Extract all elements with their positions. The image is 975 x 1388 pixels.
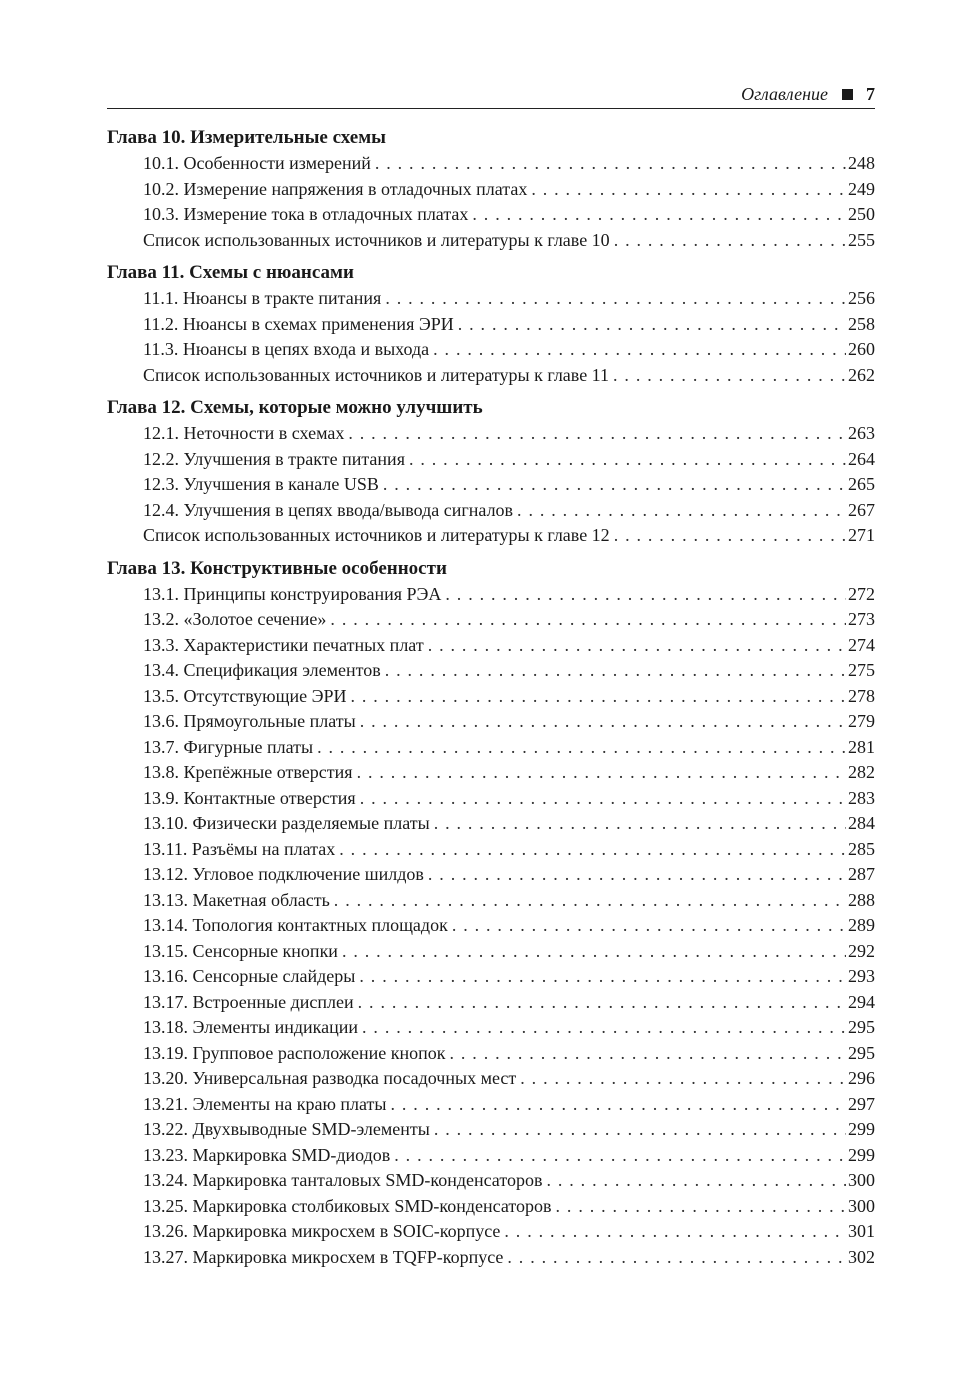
dot-leader	[391, 1092, 847, 1118]
dot-leader	[383, 472, 846, 498]
toc-entry[interactable]	[107, 1245, 875, 1271]
dot-leader	[433, 337, 846, 363]
dot-leader	[450, 1041, 847, 1067]
dot-leader	[614, 228, 846, 254]
dot-leader	[357, 760, 846, 786]
toc-entry-label: Список использованных источников и литературы к главе 12	[143, 525, 610, 545]
dot-leader	[504, 1219, 846, 1245]
square-separator-icon	[842, 89, 853, 100]
toc-entry[interactable]	[107, 1143, 875, 1169]
toc-entry-page: 281	[848, 736, 875, 757]
table-of-contents	[107, 124, 875, 1276]
dot-leader	[409, 447, 846, 473]
dot-leader	[375, 151, 846, 177]
toc-entry-label: 13.2. «Золотое сечение»	[143, 609, 327, 629]
toc-entry-page: 292	[848, 940, 875, 961]
dot-leader	[507, 1245, 846, 1271]
toc-entry-page: 258	[848, 313, 875, 334]
toc-entry-label: 13.5. Отсутствующие ЭРИ	[143, 685, 347, 706]
toc-entry-page: 295	[848, 1017, 875, 1037]
toc-entry[interactable]	[107, 202, 875, 228]
toc-entry-page: 285	[848, 838, 875, 859]
toc-entry-page: 287	[848, 864, 875, 884]
toc-entry-page: 278	[848, 685, 875, 706]
page-number: 7	[866, 83, 875, 104]
toc-entry[interactable]	[107, 582, 875, 608]
toc-entry-page: 249	[848, 178, 875, 199]
toc-entry[interactable]	[107, 421, 875, 447]
toc-entry[interactable]	[107, 523, 875, 549]
toc-entry-page: 297	[848, 1093, 875, 1114]
dot-leader	[445, 582, 846, 608]
toc-entry[interactable]	[107, 786, 875, 812]
toc-entry[interactable]	[107, 1092, 875, 1118]
chapter-title[interactable]: Глава 11. Схемы с нюансами	[107, 262, 354, 283]
dot-leader	[348, 421, 846, 447]
toc-entry-label: 13.9. Контактные отверстия	[143, 787, 356, 808]
dot-leader	[334, 888, 846, 914]
dot-leader	[360, 786, 846, 812]
toc-entry-label: 13.10. Физически разделяемые платы	[143, 813, 430, 833]
toc-entry-page: 267	[848, 499, 875, 520]
toc-entry-page: 300	[848, 1170, 875, 1190]
toc-entry[interactable]	[107, 1041, 875, 1067]
toc-entry[interactable]	[107, 1168, 875, 1194]
toc-entry-page: 293	[848, 966, 875, 986]
dot-leader	[358, 990, 846, 1016]
toc-entry-page: 248	[848, 153, 875, 173]
toc-entry-page: 300	[848, 1195, 875, 1216]
toc-entry-page: 260	[848, 339, 875, 359]
toc-entry-page: 294	[848, 991, 875, 1012]
toc-entry-page: 299	[848, 1144, 875, 1165]
dot-leader	[452, 913, 846, 939]
toc-entry-page: 256	[848, 288, 875, 308]
toc-entry-label: 13.23. Маркировка SMD-диодов	[143, 1144, 391, 1165]
dot-leader	[472, 202, 846, 228]
toc-entry-label: Список использованных источников и литературы к главе 11	[143, 364, 610, 385]
toc-entry-page: 275	[848, 660, 875, 680]
toc-entry-label: 10.1. Особенности измерений	[143, 153, 371, 173]
dot-leader	[385, 286, 846, 312]
toc-entry-page: 301	[848, 1221, 875, 1241]
toc-entry-label: 13.15. Сенсорные кнопки	[143, 940, 338, 961]
toc-entry-label: 13.24. Маркировка танталовых SMD-конденсаторов	[143, 1170, 543, 1190]
dot-leader	[339, 837, 846, 863]
section-title: Оглавление	[741, 83, 828, 104]
toc-entry-page: 289	[848, 915, 875, 935]
toc-entry[interactable]	[107, 633, 875, 659]
toc-entry-label: 11.3. Нюансы в цепях входа и выхода	[143, 339, 430, 359]
toc-entry-page: 273	[848, 609, 875, 629]
dot-leader	[317, 735, 846, 761]
dot-leader	[428, 862, 846, 888]
chapter-section	[107, 394, 875, 549]
toc-entry-label: 13.27. Маркировка микросхем в TQFP-корпусе	[143, 1246, 504, 1267]
toc-entry[interactable]	[107, 228, 875, 254]
toc-entry[interactable]	[107, 447, 875, 473]
toc-entry-label: 13.3. Характеристики печатных плат	[143, 634, 424, 655]
toc-entry[interactable]	[107, 990, 875, 1016]
toc-entry[interactable]	[107, 312, 875, 338]
toc-entry-label: 13.18. Элементы индикации	[143, 1017, 359, 1037]
toc-entry-label: 13.11. Разъёмы на платах	[143, 838, 336, 859]
dot-leader	[385, 658, 846, 684]
chapter-title[interactable]: Глава 12. Схемы, которые можно улучшить	[107, 397, 483, 418]
toc-entry-page: 295	[848, 1042, 875, 1063]
toc-entry-page: 250	[848, 204, 875, 224]
toc-entry[interactable]	[107, 939, 875, 965]
toc-entry[interactable]	[107, 498, 875, 524]
dot-leader	[556, 1194, 846, 1220]
toc-entry-label: Список использованных источников и литературы к главе 10	[143, 229, 610, 250]
toc-entry-label: 13.22. Двухвыводные SMD-элементы	[143, 1119, 430, 1139]
toc-entry-page: 302	[848, 1246, 875, 1267]
toc-entry[interactable]	[107, 1015, 875, 1041]
toc-entry[interactable]	[107, 363, 875, 389]
toc-entry-page: 262	[848, 364, 875, 385]
toc-entry-label: 13.19. Групповое расположение кнопок	[143, 1042, 446, 1063]
toc-entry[interactable]	[107, 1219, 875, 1245]
dot-leader	[342, 939, 846, 965]
toc-entry[interactable]	[107, 709, 875, 735]
toc-entry-page: 263	[848, 423, 875, 443]
dot-leader	[520, 1066, 846, 1092]
dot-leader	[360, 709, 846, 735]
toc-entry[interactable]	[107, 735, 875, 761]
toc-entry-label: 10.3. Измерение тока в отладочных платах	[143, 204, 469, 224]
toc-entry[interactable]	[107, 684, 875, 710]
toc-entry-label: 12.3. Улучшения в канале USB	[143, 474, 379, 494]
toc-entry-label: 13.8. Крепёжные отверстия	[143, 762, 353, 782]
toc-entry-page: 288	[848, 889, 875, 910]
chapter-section	[107, 555, 875, 1271]
toc-entry-page: 279	[848, 711, 875, 731]
dot-leader	[428, 633, 846, 659]
toc-entry[interactable]	[107, 862, 875, 888]
toc-entry[interactable]	[107, 811, 875, 837]
toc-entry[interactable]	[107, 658, 875, 684]
chapter-section	[107, 259, 875, 388]
dot-leader	[362, 1015, 846, 1041]
dot-leader	[330, 607, 846, 633]
toc-entry-page: 265	[848, 474, 875, 494]
toc-entry-page: 264	[848, 448, 875, 469]
dot-leader	[614, 523, 846, 549]
toc-entry-page: 255	[848, 229, 875, 250]
toc-entry-label: 13.6. Прямоугольные платы	[143, 711, 356, 731]
toc-entry[interactable]	[107, 760, 875, 786]
toc-entry[interactable]	[107, 1117, 875, 1143]
toc-entry-label: 13.1. Принципы конструирования РЭА	[143, 583, 442, 604]
dot-leader	[359, 964, 846, 990]
toc-entry[interactable]	[107, 1066, 875, 1092]
dot-leader	[546, 1168, 846, 1194]
toc-entry-page: 284	[848, 813, 875, 833]
toc-entry[interactable]	[107, 177, 875, 203]
toc-entry-label: 13.16. Сенсорные слайдеры	[143, 966, 356, 986]
toc-entry-page: 299	[848, 1119, 875, 1139]
toc-entry-label: 13.12. Угловое подключение шилдов	[143, 864, 424, 884]
dot-leader	[434, 811, 846, 837]
toc-entry-page: 282	[848, 762, 875, 782]
toc-entry[interactable]	[107, 286, 875, 312]
chapter-title[interactable]: Глава 10. Измерительные схемы	[107, 127, 387, 148]
toc-entry-label: 13.14. Топология контактных площадок	[143, 915, 448, 935]
toc-entry[interactable]	[107, 913, 875, 939]
toc-entry-label: 13.17. Встроенные дисплеи	[143, 991, 354, 1012]
toc-entry[interactable]	[107, 964, 875, 990]
toc-entry-label: 13.7. Фигурные платы	[143, 736, 314, 757]
dot-leader	[458, 312, 846, 338]
dot-leader	[434, 1117, 846, 1143]
dot-leader	[517, 498, 846, 524]
toc-entry-page: 274	[848, 634, 875, 655]
toc-entry-page: 271	[848, 525, 875, 545]
chapter-section	[107, 124, 875, 253]
toc-entry-label: 12.2. Улучшения в тракте питания	[143, 448, 405, 469]
toc-entry[interactable]	[107, 607, 875, 633]
toc-entry[interactable]	[107, 837, 875, 863]
toc-entry[interactable]	[107, 151, 875, 177]
toc-entry-label: 12.4. Улучшения в цепях ввода/вывода сигналов	[143, 499, 514, 520]
toc-entry-label: 13.20. Универсальная разводка посадочных мест	[143, 1068, 517, 1088]
toc-entry-label: 11.2. Нюансы в схемах применения ЭРИ	[143, 313, 454, 334]
toc-entry-label: 13.26. Маркировка микросхем в SOIC-корпусе	[143, 1221, 501, 1241]
toc-entry[interactable]	[107, 337, 875, 363]
toc-entry-label: 13.25. Маркировка столбиковых SMD-конденсаторов	[143, 1195, 552, 1216]
chapter-title[interactable]: Глава 13. Конструктивные особенности	[107, 557, 447, 579]
dot-leader	[350, 684, 846, 710]
toc-entry-page: 296	[848, 1068, 875, 1088]
running-header	[107, 80, 875, 109]
toc-entry[interactable]	[107, 1194, 875, 1220]
dot-leader	[531, 177, 846, 203]
toc-entry-label: 13.21. Элементы на краю платы	[143, 1093, 387, 1114]
toc-entry-label: 12.1. Неточности в схемах	[143, 423, 345, 443]
toc-entry-label: 13.4. Спецификация элементов	[143, 660, 381, 680]
toc-entry[interactable]	[107, 472, 875, 498]
dot-leader	[613, 363, 846, 389]
toc-entry-page: 272	[848, 583, 875, 604]
toc-entry-label: 11.1. Нюансы в тракте питания	[143, 288, 382, 308]
dot-leader	[394, 1143, 846, 1169]
toc-entry[interactable]	[107, 888, 875, 914]
toc-entry-page: 283	[848, 787, 875, 808]
toc-entry-label: 13.13. Макетная область	[143, 889, 330, 910]
toc-entry-label: 10.2. Измерение напряжения в отладочных платах	[143, 178, 528, 199]
